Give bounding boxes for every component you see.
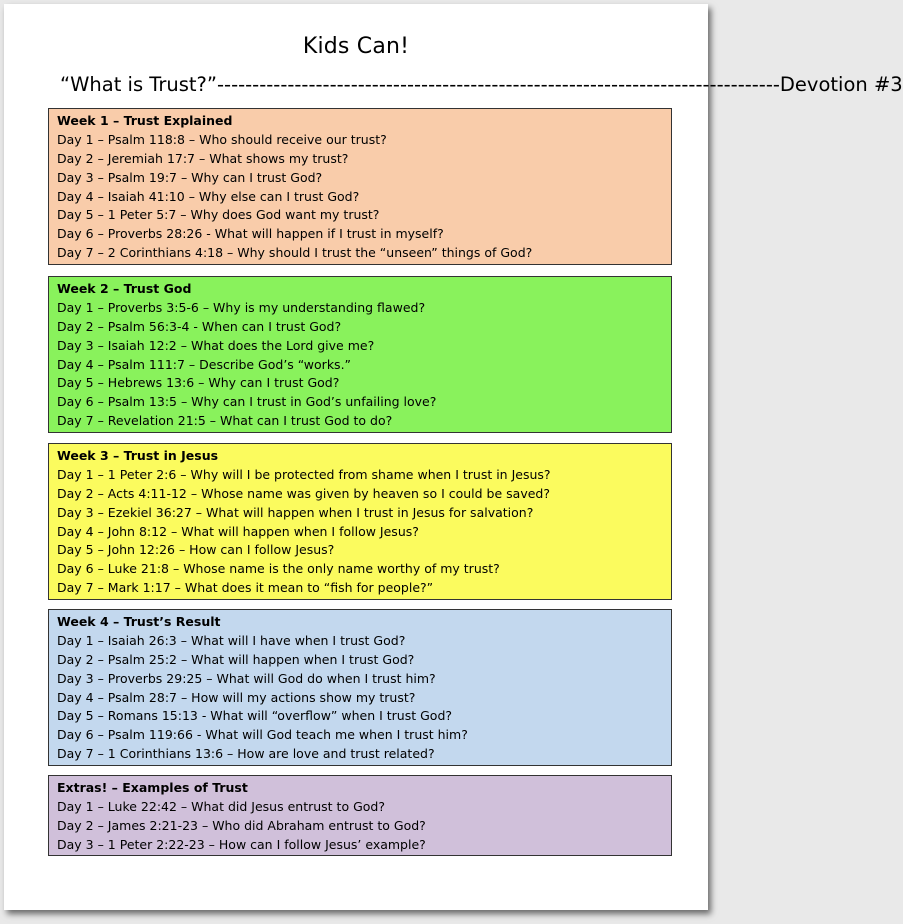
day-item: Day 6 – Luke 21:8 – Whose name is the only name worthy of my trust?: [57, 561, 500, 577]
day-item: Day 1 – Luke 22:42 – What did Jesus entrust to God?: [57, 798, 385, 814]
subtitle-devotion-number: Devotion #3: [779, 73, 903, 96]
day-item: Day 6 – Psalm 13:5 – Why can I trust in God’s unfailing love?: [57, 394, 437, 410]
day-item: Day 4 – Isaiah 41:10 – Why else can I trust God?: [57, 188, 360, 204]
subtitle-dashes: --------------------------------------------------------------------------------: [217, 73, 780, 96]
section-heading: Week 3 – Trust in Jesus: [57, 448, 219, 463]
section-heading: Week 2 – Trust God: [57, 281, 192, 296]
day-item: Day 3 – Ezekiel 36:27 – What will happen when I trust in Jesus for salvation?: [57, 504, 534, 520]
subtitle-topic: “What is Trust?”: [60, 73, 217, 96]
day-item: Day 1 – 1 Peter 2:6 – Why will I be protected from shame when I trust in Jesus?: [57, 466, 551, 482]
day-item: Day 6 – Proverbs 28:26 - What will happen if I trust in myself?: [57, 226, 444, 242]
subtitle-line: [60, 73, 903, 96]
day-item: Day 6 – Psalm 119:66 - What will God teach me when I trust him?: [57, 727, 468, 743]
day-item: Day 2 – Psalm 56:3-4 - When can I trust God?: [57, 318, 342, 334]
day-item: Day 2 – James 2:21-23 – Who did Abraham entrust to God?: [57, 817, 426, 833]
section-week-1: [48, 108, 672, 265]
day-item: Day 5 – 1 Peter 5:7 – Why does God want my trust?: [57, 207, 380, 223]
day-item: Day 4 – Psalm 28:7 – How will my actions show my trust?: [57, 689, 416, 705]
day-item: Day 1 – Isaiah 26:3 – What will I have when I trust God?: [57, 632, 406, 648]
section-week-2: [48, 276, 672, 433]
day-item: Day 7 – Revelation 21:5 – What can I trust God to do?: [57, 413, 393, 429]
section-heading: Week 4 – Trust’s Result: [57, 614, 221, 629]
page-title: Kids Can!: [302, 34, 410, 59]
section-extras: [48, 775, 672, 856]
day-item: Day 3 – Isaiah 12:2 – What does the Lord give me?: [57, 337, 375, 353]
day-item: Day 5 – Hebrews 13:6 – Why can I trust God?: [57, 375, 340, 391]
day-item: Day 3 – Psalm 19:7 – Why can I trust God?: [57, 169, 323, 185]
section-week-4: [48, 609, 672, 766]
day-item: Day 7 – Mark 1:17 – What does it mean to “fish for people?”: [57, 580, 434, 596]
day-item: Day 2 – Psalm 25:2 – What will happen when I trust God?: [57, 651, 415, 667]
day-item: Day 7 – 1 Corinthians 13:6 – How are love and trust related?: [57, 746, 435, 762]
section-heading: Extras! – Examples of Trust: [57, 780, 248, 795]
day-item: Day 5 – John 12:26 – How can I follow Jesus?: [57, 542, 335, 558]
day-item: Day 5 – Romans 15:13 - What will “overflow” when I trust God?: [57, 708, 453, 724]
day-item: Day 7 – 2 Corinthians 4:18 – Why should I trust the “unseen” things of God?: [57, 245, 533, 261]
section-heading: Week 1 – Trust Explained: [57, 113, 233, 128]
day-item: Day 3 – 1 Peter 2:22-23 – How can I follow Jesus’ example?: [57, 836, 426, 852]
day-item: Day 1 – Proverbs 3:5-6 – Why is my understanding flawed?: [57, 299, 426, 315]
day-item: Day 3 – Proverbs 29:25 – What will God do when I trust him?: [57, 670, 436, 686]
day-item: Day 4 – John 8:12 – What will happen when I follow Jesus?: [57, 523, 419, 539]
day-item: Day 1 – Psalm 118:8 – Who should receive our trust?: [57, 131, 387, 147]
day-item: Day 2 – Jeremiah 17:7 – What shows my trust?: [57, 150, 349, 166]
day-item: Day 4 – Psalm 111:7 – Describe God’s “works.”: [57, 356, 352, 372]
day-item: Day 2 – Acts 4:11-12 – Whose name was given by heaven so I could be saved?: [57, 485, 550, 501]
worksheet-page: [4, 4, 903, 910]
section-week-3: [48, 443, 672, 600]
